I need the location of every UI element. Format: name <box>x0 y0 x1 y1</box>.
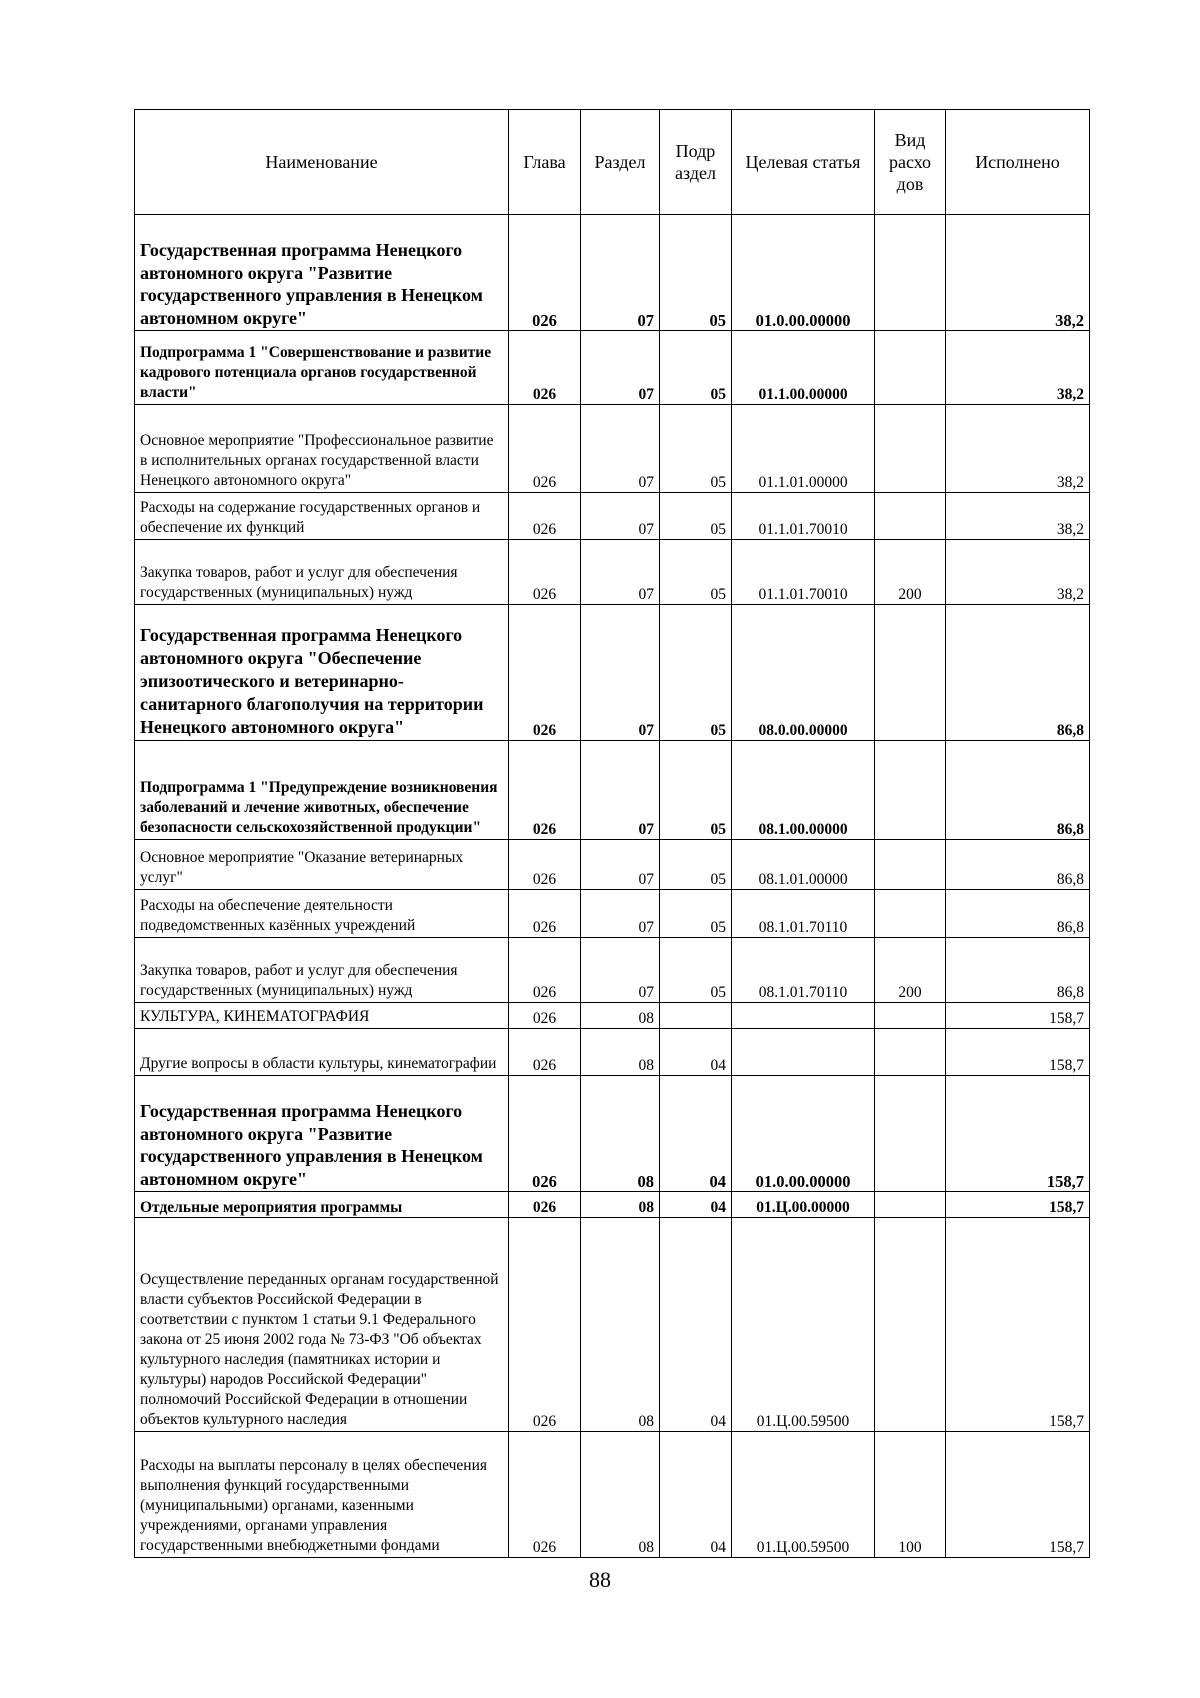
row-section: 07 <box>581 890 660 938</box>
row-type: 100 <box>875 1432 946 1558</box>
table-row <box>135 605 1090 741</box>
row-section: 08 <box>581 1192 660 1218</box>
row-section: 07 <box>581 331 660 405</box>
row-chapter: 026 <box>509 605 581 741</box>
row-subsection: 05 <box>660 840 732 890</box>
row-chapter: 026 <box>509 540 581 605</box>
budget-table <box>134 109 1090 1558</box>
row-section: 08 <box>581 1432 660 1558</box>
row-type <box>875 215 946 331</box>
row-name: Основное мероприятие "Профессиональное развитие в исполнительных органах государственной власти Ненецкого автономного округа" <box>135 405 509 493</box>
row-name: Основное мероприятие "Оказание ветеринарных услуг" <box>135 840 509 890</box>
row-target: 08.1.00.00000 <box>732 741 875 840</box>
row-section: 08 <box>581 1003 660 1029</box>
row-executed: 158,7 <box>946 1003 1090 1029</box>
row-type <box>875 741 946 840</box>
row-subsection: 05 <box>660 405 732 493</box>
row-executed: 158,7 <box>946 1076 1090 1192</box>
row-name: Расходы на выплаты персоналу в целях обеспечения выполнения функций государственными (муниципальными) органами, казенными учреждениями, органами управления государственными внебюджетными фондами <box>135 1432 509 1558</box>
header-target: Целевая статья <box>732 110 875 215</box>
row-executed: 158,7 <box>946 1029 1090 1076</box>
row-executed: 38,2 <box>946 215 1090 331</box>
table-row <box>135 890 1090 938</box>
table-row <box>135 1192 1090 1218</box>
row-executed: 38,2 <box>946 405 1090 493</box>
row-subsection: 05 <box>660 331 732 405</box>
row-executed: 86,8 <box>946 741 1090 840</box>
row-target: 08.1.01.00000 <box>732 840 875 890</box>
header-type: Вид расхо дов <box>875 110 946 215</box>
row-name: КУЛЬТУРА, КИНЕМАТОГРАФИЯ <box>135 1003 509 1029</box>
row-section: 07 <box>581 493 660 540</box>
row-target: 08.0.00.00000 <box>732 605 875 741</box>
row-subsection: 04 <box>660 1432 732 1558</box>
row-executed: 86,8 <box>946 890 1090 938</box>
row-section: 07 <box>581 405 660 493</box>
row-executed: 158,7 <box>946 1192 1090 1218</box>
row-executed: 86,8 <box>946 938 1090 1003</box>
row-target: 01.1.01.00000 <box>732 405 875 493</box>
row-target: 01.1.01.70010 <box>732 493 875 540</box>
header-subsection: Подр аздел <box>660 110 732 215</box>
row-subsection: 05 <box>660 605 732 741</box>
header-name: Наименование <box>135 110 509 215</box>
row-target <box>732 1029 875 1076</box>
row-type: 200 <box>875 540 946 605</box>
row-section: 08 <box>581 1029 660 1076</box>
row-chapter: 026 <box>509 840 581 890</box>
header-executed: Исполнено <box>946 110 1090 215</box>
table-row <box>135 215 1090 331</box>
row-section: 07 <box>581 840 660 890</box>
row-target: 01.Ц.00.00000 <box>732 1192 875 1218</box>
row-chapter: 026 <box>509 1192 581 1218</box>
header-row <box>135 110 1090 215</box>
row-name: Подпрограмма 1 "Предупреждение возникновения заболеваний и лечение животных, обеспечение безопасности сельскохозяйственной продукции" <box>135 741 509 840</box>
row-chapter: 026 <box>509 215 581 331</box>
row-type <box>875 1218 946 1432</box>
table-row <box>135 540 1090 605</box>
row-executed: 86,8 <box>946 840 1090 890</box>
table-row <box>135 1432 1090 1558</box>
row-target: 01.Ц.00.59500 <box>732 1218 875 1432</box>
row-type <box>875 405 946 493</box>
row-name: Закупка товаров, работ и услуг для обеспечения государственных (муниципальных) нужд <box>135 938 509 1003</box>
row-name: Осуществление переданных органам государственной власти субъектов Российской Федерации в соответствии с пунктом 1 статьи 9.1 Федерального закона от 25 июня 2002 года № 73-ФЗ "Об объектах культурного наследия (памятниках истории и культуры) народов Российской Федерации" полномочий Российской Федерации в отношении объектов культурного наследия <box>135 1218 509 1432</box>
row-section: 07 <box>581 540 660 605</box>
row-chapter: 026 <box>509 938 581 1003</box>
row-subsection: 05 <box>660 741 732 840</box>
row-subsection: 05 <box>660 540 732 605</box>
row-name: Расходы на содержание государственных органов и обеспечение их функций <box>135 493 509 540</box>
table-row <box>135 493 1090 540</box>
table-row <box>135 405 1090 493</box>
row-executed: 38,2 <box>946 540 1090 605</box>
row-chapter: 026 <box>509 493 581 540</box>
row-type <box>875 605 946 741</box>
row-chapter: 026 <box>509 1003 581 1029</box>
row-section: 07 <box>581 938 660 1003</box>
row-type <box>875 840 946 890</box>
row-name: Отдельные мероприятия программы <box>135 1192 509 1218</box>
row-type <box>875 1029 946 1076</box>
row-type: 200 <box>875 938 946 1003</box>
row-subsection: 05 <box>660 890 732 938</box>
row-section: 07 <box>581 215 660 331</box>
table-row <box>135 840 1090 890</box>
row-type <box>875 1192 946 1218</box>
row-target: 08.1.01.70110 <box>732 890 875 938</box>
row-subsection: 04 <box>660 1192 732 1218</box>
table-row <box>135 1218 1090 1432</box>
row-executed: 38,2 <box>946 331 1090 405</box>
row-executed: 38,2 <box>946 493 1090 540</box>
row-executed: 86,8 <box>946 605 1090 741</box>
row-subsection: 04 <box>660 1218 732 1432</box>
table-row <box>135 331 1090 405</box>
table-row <box>135 1029 1090 1076</box>
row-type <box>875 331 946 405</box>
row-type <box>875 493 946 540</box>
row-target: 01.1.00.00000 <box>732 331 875 405</box>
row-subsection: 04 <box>660 1076 732 1192</box>
row-name: Государственная программа Ненецкого автономного округа "Развитие государственного управления в Ненецком автономном округе" <box>135 215 509 331</box>
row-subsection: 05 <box>660 215 732 331</box>
row-name: Закупка товаров, работ и услуг для обеспечения государственных (муниципальных) нужд <box>135 540 509 605</box>
row-target: 08.1.01.70110 <box>732 938 875 1003</box>
table-row <box>135 938 1090 1003</box>
row-chapter: 026 <box>509 331 581 405</box>
row-target <box>732 1003 875 1029</box>
row-executed: 158,7 <box>946 1432 1090 1558</box>
row-section: 07 <box>581 605 660 741</box>
row-chapter: 026 <box>509 741 581 840</box>
row-name: Подпрограмма 1 "Совершенствование и развитие кадрового потенциала органов государственной власти" <box>135 331 509 405</box>
row-target: 01.Ц.00.59500 <box>732 1432 875 1558</box>
row-section: 07 <box>581 741 660 840</box>
row-section: 08 <box>581 1218 660 1432</box>
row-chapter: 026 <box>509 1029 581 1076</box>
row-type <box>875 1003 946 1029</box>
row-section: 08 <box>581 1076 660 1192</box>
row-target: 01.1.01.70010 <box>732 540 875 605</box>
row-name: Другие вопросы в области культуры, кинематографии <box>135 1029 509 1076</box>
row-chapter: 026 <box>509 1432 581 1558</box>
row-subsection: 04 <box>660 1029 732 1076</box>
row-name: Государственная программа Ненецкого автономного округа "Развитие государственного управления в Ненецком автономном округе" <box>135 1076 509 1192</box>
table-row <box>135 1076 1090 1192</box>
row-name: Государственная программа Ненецкого автономного округа "Обеспечение эпизоотического и ветеринарно-санитарного благополучия на территории Ненецкого автономного округа" <box>135 605 509 741</box>
page-number: 88 <box>589 1567 611 1592</box>
row-chapter: 026 <box>509 890 581 938</box>
row-subsection: 05 <box>660 493 732 540</box>
row-target: 01.0.00.00000 <box>732 1076 875 1192</box>
row-type <box>875 1076 946 1192</box>
row-target: 01.0.00.00000 <box>732 215 875 331</box>
row-chapter: 026 <box>509 405 581 493</box>
table-row <box>135 1003 1090 1029</box>
row-name: Расходы на обеспечение деятельности подведомственных казённых учреждений <box>135 890 509 938</box>
row-subsection <box>660 1003 732 1029</box>
row-chapter: 026 <box>509 1218 581 1432</box>
header-chapter: Глава <box>509 110 581 215</box>
row-executed: 158,7 <box>946 1218 1090 1432</box>
row-subsection: 05 <box>660 938 732 1003</box>
row-chapter: 026 <box>509 1076 581 1192</box>
header-section: Раздел <box>581 110 660 215</box>
row-type <box>875 890 946 938</box>
table-row <box>135 741 1090 840</box>
